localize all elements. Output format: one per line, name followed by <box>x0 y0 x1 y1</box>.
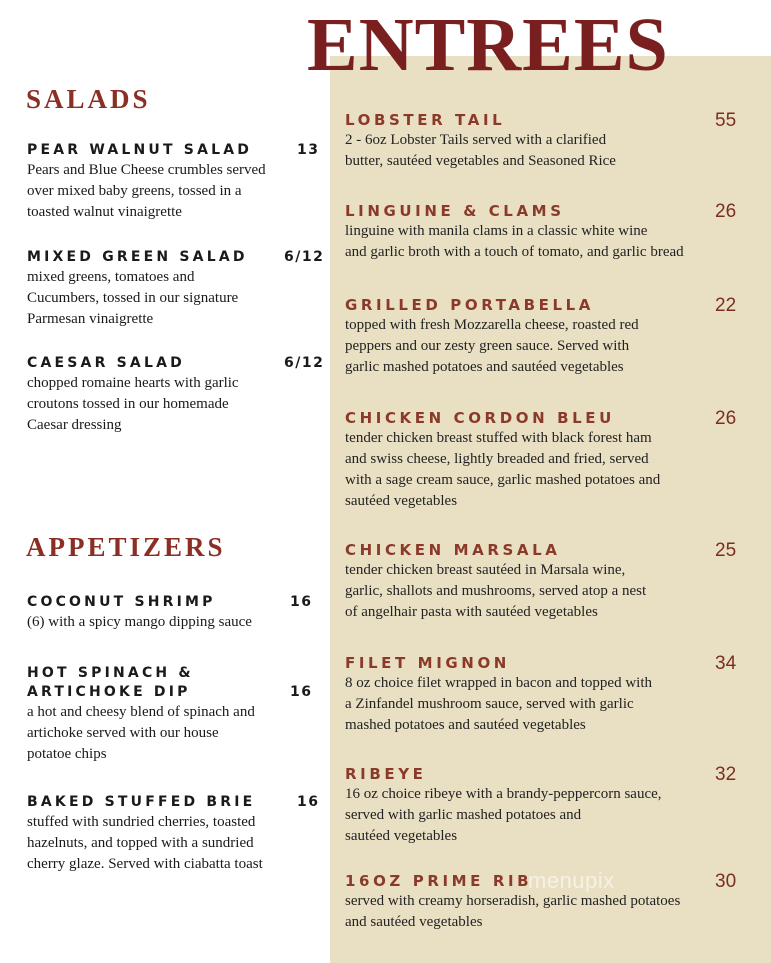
item-description: tender chicken breast stuffed with black forest ham and swiss cheese, lightly breaded and fried, served with a sage cream sauce, garlic mashed potatoes and sautéed vegetables <box>345 430 661 509</box>
item-description: Pears and Blue Cheese crumbles served over mixed baby greens, tossed in a toasted walnut vinaigrette <box>27 162 266 220</box>
menu-item-hot-spinach-artichoke-dip <box>27 664 327 765</box>
item-name: MIXED GREEN SALAD <box>27 249 248 265</box>
item-name: RIBEYE <box>345 765 427 783</box>
item-price: 26 <box>715 201 737 222</box>
item-description: 16 oz choice ribeye with a brandy-peppercorn sauce, served with garlic mashed potatoes and sautéed vegetables <box>345 786 662 844</box>
item-description: mixed greens, tomatoes and Cucumbers, tossed in our signature Parmesan vinaigrette <box>27 269 239 327</box>
menu-item-baked-stuffed-brie <box>27 793 327 875</box>
item-description: linguine with manila clams in a classic white wine and garlic broth with a touch of tomato, and garlic bread <box>345 223 684 260</box>
menu-item-chicken-marsala <box>345 541 740 623</box>
item-name: LINGUINE & CLAMS <box>345 202 565 220</box>
item-price: 6/12 <box>284 249 325 265</box>
item-description: served with creamy horseradish, garlic mashed potatoes and sautéed vegetables <box>345 893 681 930</box>
salads-heading: SALADS <box>26 84 151 114</box>
item-name: CAESAR SALAD <box>27 355 185 371</box>
appetizers-heading: APPETIZERS <box>26 532 226 562</box>
item-price: 32 <box>715 764 737 785</box>
item-name: GRILLED PORTABELLA <box>345 296 594 314</box>
item-description: 8 oz choice filet wrapped in bacon and topped with a Zinfandel mushroom sauce, served with garlic mashed potatoes and sautéed vegetables <box>345 675 652 733</box>
menu-item-pear-walnut-salad <box>27 141 327 223</box>
item-name: CHICKEN CORDON BLEU <box>345 409 615 427</box>
item-price: 16 <box>290 594 313 610</box>
menu-item-mixed-green-salad <box>27 248 327 330</box>
item-description: (6) with a spicy mango dipping sauce <box>27 614 252 630</box>
item-price: 30 <box>715 871 737 892</box>
menu-item-caesar-salad <box>27 354 327 436</box>
item-description: topped with fresh Mozzarella cheese, roasted red peppers and our zesty green sauce. Served with garlic mashed potatoes and sautéed vegetables <box>345 317 639 375</box>
item-description: a hot and cheesy blend of spinach and artichoke served with our house potatoe chips <box>27 704 255 762</box>
item-name: FILET MIGNON <box>345 654 510 672</box>
menu-item-ribeye <box>345 765 740 847</box>
item-price: 55 <box>715 110 737 131</box>
item-price: 25 <box>715 540 737 561</box>
item-name: BAKED STUFFED BRIE <box>27 794 256 810</box>
page-title: ENTREES <box>307 3 669 87</box>
item-price: 34 <box>715 653 737 674</box>
item-price: 26 <box>715 408 737 429</box>
item-description: chopped romaine hearts with garlic croutons tossed in our homemade Caesar dressing <box>27 375 239 433</box>
watermark: menupix <box>528 868 615 893</box>
item-name: HOT SPINACH & <box>27 665 194 681</box>
item-price: 16 <box>290 684 313 700</box>
item-name: 16OZ PRIME RIB <box>345 872 533 890</box>
item-name: PEAR WALNUT SALAD <box>27 142 253 158</box>
item-price: 13 <box>297 142 320 158</box>
menu-item-lobster-tail <box>345 111 740 172</box>
menu-item-coconut-shrimp <box>27 593 327 633</box>
item-price: 6/12 <box>284 355 325 371</box>
menu-item-chicken-cordon-bleu <box>345 409 740 512</box>
item-name: LOBSTER TAIL <box>345 111 506 129</box>
item-price: 16 <box>297 794 320 810</box>
item-price: 22 <box>715 295 737 316</box>
item-name: COCONUT SHRIMP <box>27 594 216 610</box>
item-description: 2 - 6oz Lobster Tails served with a clarified butter, sautéed vegetables and Seasoned Rice <box>345 132 616 169</box>
item-name-line-2: ARTICHOKE DIP <box>27 684 191 700</box>
menu-item-linguine-clams <box>345 202 740 263</box>
menu-item-grilled-portabella <box>345 296 740 378</box>
menu-item-filet-mignon <box>345 654 740 736</box>
item-name: CHICKEN MARSALA <box>345 541 561 559</box>
item-description: tender chicken breast sautéed in Marsala wine, garlic, shallots and mushrooms, served atop a nest of angelhair pasta with sautéed vegetables <box>345 562 647 620</box>
item-description: stuffed with sundried cherries, toasted hazelnuts, and topped with a sundried cherry glaze. Served with ciabatta toast <box>27 814 263 872</box>
